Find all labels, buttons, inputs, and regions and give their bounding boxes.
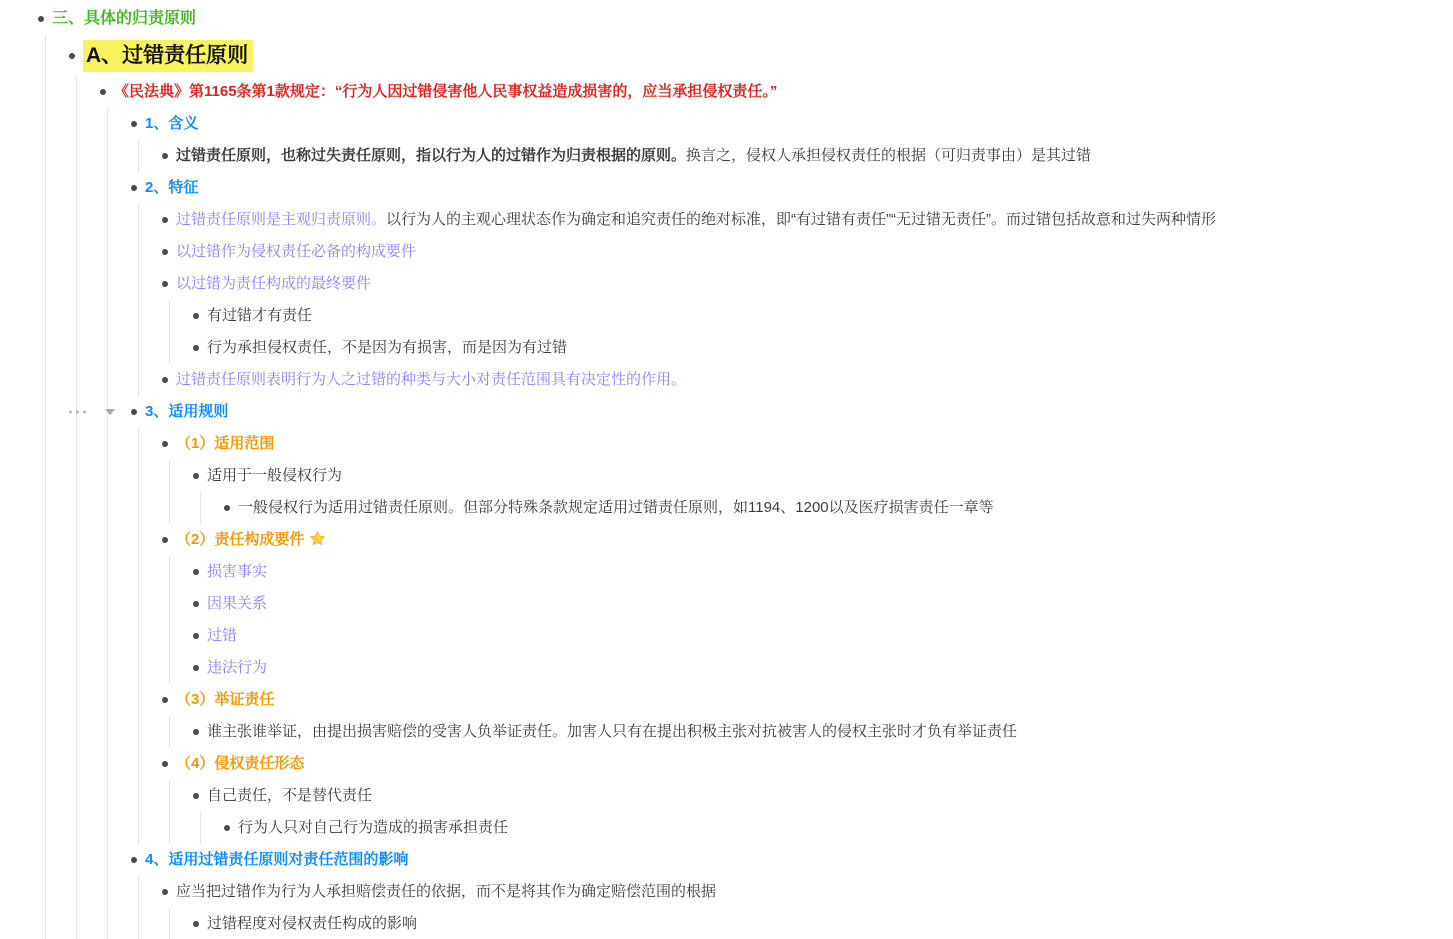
outline-row[interactable] <box>156 428 1443 460</box>
outline-node <box>32 2 1443 939</box>
outline-row[interactable] <box>187 780 1443 812</box>
bullet-dot[interactable] <box>125 857 145 863</box>
bullet-dot[interactable] <box>187 345 207 351</box>
heading-elements-label: （2）责任构成要件 <box>176 531 305 548</box>
outline-row[interactable] <box>125 172 1443 204</box>
feature-text[interactable]: 以过错作为侵权责任必备的构成要件 <box>176 243 417 260</box>
bullet-dot[interactable] <box>156 441 176 447</box>
outline-node <box>218 812 1443 844</box>
note-text[interactable]: 自己责任，不是替代责任 <box>207 787 373 804</box>
children-group <box>200 812 1443 844</box>
outline-row[interactable] <box>156 268 1443 300</box>
definition-lead: 过错责任原则，也称过失责任原则，指以行为人的过错作为归责根据的原则。 <box>176 147 687 164</box>
outline-row[interactable] <box>156 524 1443 556</box>
outline-node <box>156 876 1443 939</box>
bullet-dot[interactable] <box>156 249 176 255</box>
bullet-dot[interactable] <box>156 761 176 767</box>
bullet-dot[interactable] <box>94 89 114 95</box>
outline-row[interactable] <box>187 460 1443 492</box>
children-group <box>169 300 1443 364</box>
children-group <box>169 716 1443 748</box>
children-group <box>107 108 1443 939</box>
outline-node <box>156 268 1443 364</box>
bullet-dot[interactable] <box>125 185 145 191</box>
feature-text[interactable]: 过错责任原则表明行为人之过错的种类与大小对责任范围具有决定性的作用。 <box>176 371 687 388</box>
outline-row[interactable] <box>187 652 1443 684</box>
outline-node <box>156 428 1443 524</box>
heading-scope[interactable]: （1）适用范围 <box>176 435 275 452</box>
note-text[interactable]: 适用于一般侵权行为 <box>207 467 343 484</box>
feature-text[interactable] <box>176 210 1216 230</box>
children-group <box>138 876 1443 939</box>
bullet-dot[interactable] <box>156 153 176 159</box>
outline-node <box>187 780 1443 844</box>
children-group <box>76 76 1443 939</box>
note-text[interactable]: 行为人只对自己行为造成的损害承担责任 <box>238 819 509 836</box>
outline-row[interactable] <box>187 588 1443 620</box>
outline-node <box>187 620 1443 652</box>
bullet-dot[interactable] <box>156 377 176 383</box>
bullet-dot[interactable] <box>187 313 207 319</box>
bullet-dot[interactable] <box>156 537 176 543</box>
outline-node <box>218 492 1443 524</box>
children-group <box>169 556 1443 684</box>
outline-row[interactable] <box>125 396 1443 428</box>
outline-row[interactable] <box>187 620 1443 652</box>
outline-row[interactable] <box>94 76 1443 108</box>
outline-row[interactable] <box>187 300 1443 332</box>
outline-row[interactable] <box>218 492 1443 524</box>
outline-node <box>125 108 1443 172</box>
outline-row[interactable] <box>63 36 1443 76</box>
bullet-dot[interactable] <box>125 409 145 415</box>
children-group <box>138 428 1443 844</box>
heading-highlighted[interactable]: A、过错责任原则 <box>83 40 253 72</box>
element-text[interactable]: 违法行为 <box>207 659 268 676</box>
bullet-dot[interactable] <box>187 921 207 927</box>
heading-burden-of-proof[interactable]: （3）举证责任 <box>176 691 275 708</box>
outline-row[interactable] <box>156 204 1443 236</box>
outline-node <box>187 908 1443 939</box>
note-text[interactable]: 应当把过错作为行为人承担赔偿责任的依据，而不是将其作为确定赔偿范围的根据 <box>176 883 717 900</box>
heading-features[interactable]: 2、特征 <box>145 179 199 196</box>
feature-rest: 以行为人的主观心理状态作为确定和追究责任的绝对标准，即“有过错有责任”“无过错无责任”。而过错包括故意和过失两种情形 <box>386 211 1217 228</box>
children-group <box>45 36 1443 939</box>
outline-node <box>187 588 1443 620</box>
outline-node <box>94 76 1443 939</box>
bullet-dot[interactable] <box>187 633 207 639</box>
children-group <box>138 204 1443 396</box>
bullet-dot[interactable] <box>156 697 176 703</box>
outline-row[interactable] <box>156 236 1443 268</box>
outline-node <box>125 172 1443 396</box>
outline-row[interactable] <box>218 812 1443 844</box>
law-quote-text[interactable]: 《民法典》第1165条第1款规定：“行为人因过错侵害他人民事权益造成损害的，应当承担侵权责任。” <box>114 83 778 100</box>
outline-row[interactable] <box>187 716 1443 748</box>
heading-scope-influence[interactable]: 4、适用过错责任原则对责任范围的影响 <box>145 851 409 868</box>
children-group <box>138 140 1443 172</box>
bullet-dot[interactable] <box>156 281 176 287</box>
bullet-dot[interactable] <box>63 53 83 59</box>
outline-node <box>187 556 1443 588</box>
outline-node <box>187 300 1443 332</box>
outline-row[interactable] <box>156 140 1443 172</box>
outline-row[interactable] <box>156 876 1443 908</box>
outline-row[interactable] <box>125 844 1443 876</box>
outline-node <box>156 236 1443 268</box>
note-text[interactable]: 过错程度对侵权责任构成的影响 <box>207 915 418 932</box>
note-text[interactable]: 一般侵权行为适用过错责任原则。但部分特殊条款规定适用过错责任原则，如1194、1200以及医疗损害责任一章等 <box>238 499 994 516</box>
outline-row[interactable] <box>187 908 1443 939</box>
outline-node <box>187 652 1443 684</box>
bullet-dot[interactable] <box>32 16 52 22</box>
outline-row[interactable] <box>125 108 1443 140</box>
collapse-arrow-icon[interactable] <box>103 405 117 419</box>
outline-node <box>125 844 1443 939</box>
outline-node <box>63 36 1443 939</box>
bullet-dot[interactable] <box>187 729 207 735</box>
element-text[interactable]: 因果关系 <box>207 595 268 612</box>
outline-node <box>156 140 1443 172</box>
definition-rest: 换言之，侵权人承担侵权责任的根据（可归责事由）是其过错 <box>686 147 1092 164</box>
children-group <box>169 460 1443 524</box>
heading-elements[interactable] <box>176 530 326 550</box>
more-options-icon[interactable] <box>67 407 88 418</box>
outline-node <box>156 524 1443 684</box>
bullet-dot[interactable] <box>187 665 207 671</box>
outline-node <box>125 396 1443 844</box>
bullet-dot[interactable] <box>125 121 145 127</box>
note-text[interactable]: 有过错才有责任 <box>207 307 313 324</box>
element-text[interactable]: 过错 <box>207 627 238 644</box>
bullet-dot[interactable] <box>156 217 176 223</box>
bullet-dot[interactable] <box>187 473 207 479</box>
outline-node <box>156 684 1443 748</box>
outline-node <box>156 364 1443 396</box>
feature-lead: 过错责任原则是主观归责原则。 <box>176 211 387 228</box>
bullet-dot[interactable] <box>218 825 238 831</box>
element-text[interactable]: 损害事实 <box>207 563 268 580</box>
outline-row[interactable] <box>32 2 1443 36</box>
children-group <box>200 492 1443 524</box>
section-title[interactable]: 三、具体的归责原则 <box>52 10 197 27</box>
heading-liability-form[interactable]: （4）侵权责任形态 <box>176 755 305 772</box>
outline-row[interactable] <box>156 364 1443 396</box>
children-group <box>169 780 1443 844</box>
star-icon <box>309 530 326 547</box>
feature-text[interactable]: 以过错为责任构成的最终要件 <box>176 275 372 292</box>
outline-node <box>187 716 1443 748</box>
bullet-dot[interactable] <box>187 793 207 799</box>
heading-application-rules[interactable]: 3、适用规则 <box>145 403 229 420</box>
bullet-dot[interactable] <box>187 569 207 575</box>
bullet-dot[interactable] <box>187 601 207 607</box>
outline-row[interactable] <box>187 332 1443 364</box>
outline-node <box>187 460 1443 524</box>
definition-text[interactable] <box>176 146 1091 166</box>
outline-node <box>156 204 1443 236</box>
note-text[interactable]: 行为承担侵权责任，不是因为有损害，而是因为有过错 <box>207 339 568 356</box>
outline-row[interactable] <box>187 556 1443 588</box>
bullet-dot[interactable] <box>156 889 176 895</box>
note-text[interactable]: 谁主张谁举证，由提出损害赔偿的受害人负举证责任。加害人只有在提出积极主张对抗被害人的侵权主张时才负有举证责任 <box>207 723 1018 740</box>
bullet-dot[interactable] <box>218 505 238 511</box>
outline-row[interactable] <box>156 684 1443 716</box>
heading-definition[interactable]: 1、含义 <box>145 115 199 132</box>
children-group <box>169 908 1443 939</box>
outline-node <box>156 748 1443 844</box>
outline-node <box>187 332 1443 364</box>
outline-row[interactable] <box>156 748 1443 780</box>
